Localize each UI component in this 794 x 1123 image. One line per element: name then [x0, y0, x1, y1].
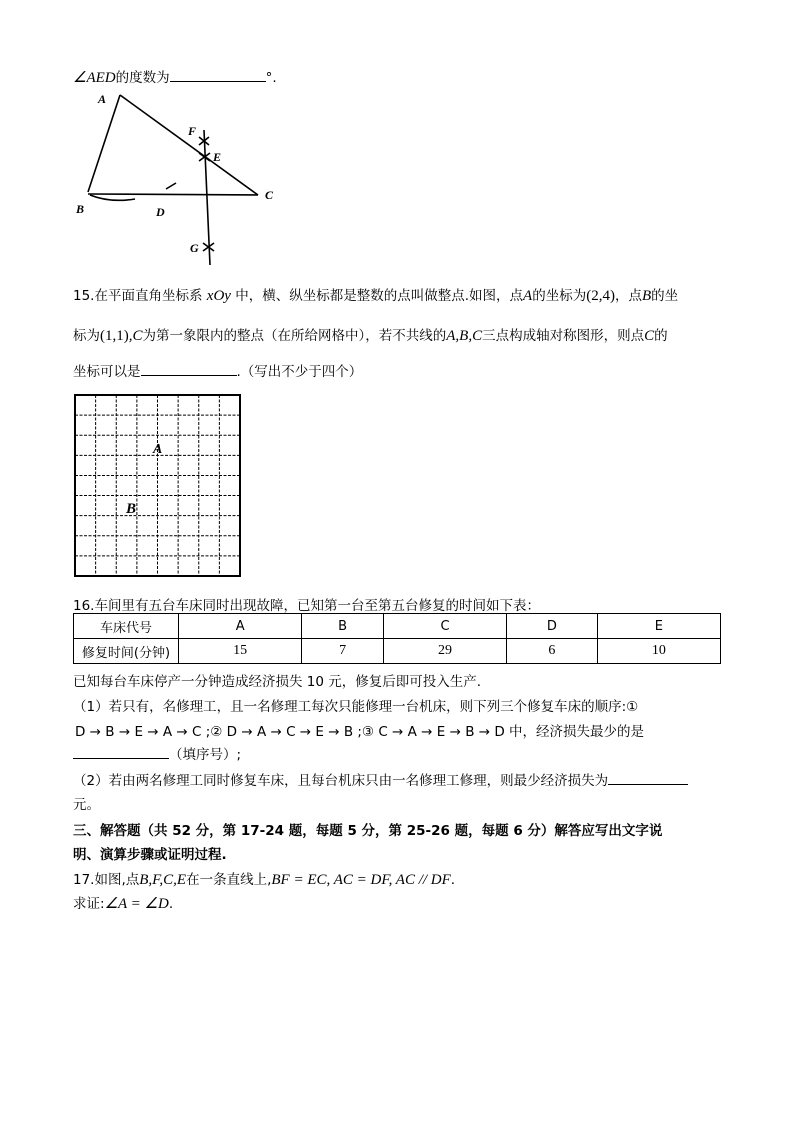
table-cell: 29: [383, 639, 506, 664]
table-head-time: 修复时间(分钟): [74, 639, 179, 664]
section3-heading-line2: 明、演算步骤或证明过程.: [73, 847, 227, 863]
side-bc: [88, 194, 258, 195]
q17-line-2: 求证:∠A = ∠D.: [73, 896, 174, 912]
grid-label-b: B: [126, 501, 137, 517]
q16-part1-line1: （1）若只有，名修理工，且一名修理工每次只能修理一台机床，则下列三个修复车床的顺序:①: [73, 699, 639, 715]
q14-answer-blank[interactable]: [170, 67, 266, 82]
arc-d: [166, 183, 176, 189]
table-cell: 6: [507, 639, 598, 664]
label-e: E: [213, 150, 222, 164]
arc-b: [90, 195, 135, 200]
table-cell: D: [507, 614, 598, 639]
side-ab: [88, 95, 120, 192]
repair-time-table: [73, 613, 721, 664]
table-cell: 15: [179, 639, 302, 664]
label-f: F: [188, 124, 197, 138]
table-cell: 7: [302, 639, 384, 664]
table-cell: B: [302, 614, 384, 639]
q16-intro: 16.车间里有五台车床同时出现故障，已知第一台至第五台修复的时间如下表：: [73, 598, 540, 614]
q16-part2-line2: 元。: [73, 797, 100, 813]
q16-part2-line1: （2）若由两名修理工同时修复车床，且每台机床只由一名修理工修理，则最少经济损失为: [73, 769, 688, 789]
label-b: B: [76, 202, 85, 216]
q14-answer-line: ∠AED的度数为 °.: [73, 66, 277, 87]
table-row-times: [74, 639, 721, 664]
table-head-code: 车床代号: [74, 614, 179, 639]
section3-heading-line1: 三、解答题（共 52 分，第 17-24 题，每题 5 分，第 25-26 题，每题 6 分）解答应写出文字说: [73, 823, 663, 839]
table-row-codes: [74, 614, 721, 639]
q16-loss-text: 已知每台车床停产一分钟造成经济损失 10 元，修复后即可投入生产.: [73, 674, 482, 690]
table-cell: 10: [597, 639, 720, 664]
label-c: C: [265, 188, 274, 202]
side-ac: [120, 95, 258, 195]
label-g: G: [190, 241, 199, 255]
q16-part1-line2: D → B → E → A → C ;② D → A → C → E → B ;③ C → A → E → B → D 中，经济损失最少的是: [75, 724, 645, 740]
q16-part1-blank[interactable]: [73, 744, 169, 759]
table-cell: C: [383, 614, 506, 639]
q17-line-1: 17.如图,点B,F,C,E在一条直线上,BF = EC, AC = DF, AC // DF.: [73, 872, 456, 888]
grid-label-a: A: [153, 442, 163, 457]
q14-triangle-figure: [70, 85, 290, 270]
table-cell: E: [597, 614, 720, 639]
q15-grid-figure: [74, 394, 242, 578]
label-a: A: [98, 92, 107, 106]
q16-part2-blank[interactable]: [608, 770, 688, 785]
label-d: D: [156, 205, 165, 219]
q15-answer-blank[interactable]: [141, 361, 237, 376]
angle-aed: ∠AED: [73, 70, 116, 86]
q15-line-2: 标为(1,1),C为第一象限内的整点（在所给网格中），若不共线的A,B,C三点构成轴对称图形，则点C的: [73, 328, 668, 344]
q15-line-1: 15.在平面直角坐标系 xOy 中，横、纵坐标都是整数的点叫做整点.如图，点A的坐标为(2,4)，点B的坐: [73, 288, 679, 304]
q16-part1-line3: （填序号）;: [73, 743, 241, 763]
table-cell: A: [179, 614, 302, 639]
q15-line-3: 坐标可以是 .（写出不少于四个）: [73, 360, 362, 380]
